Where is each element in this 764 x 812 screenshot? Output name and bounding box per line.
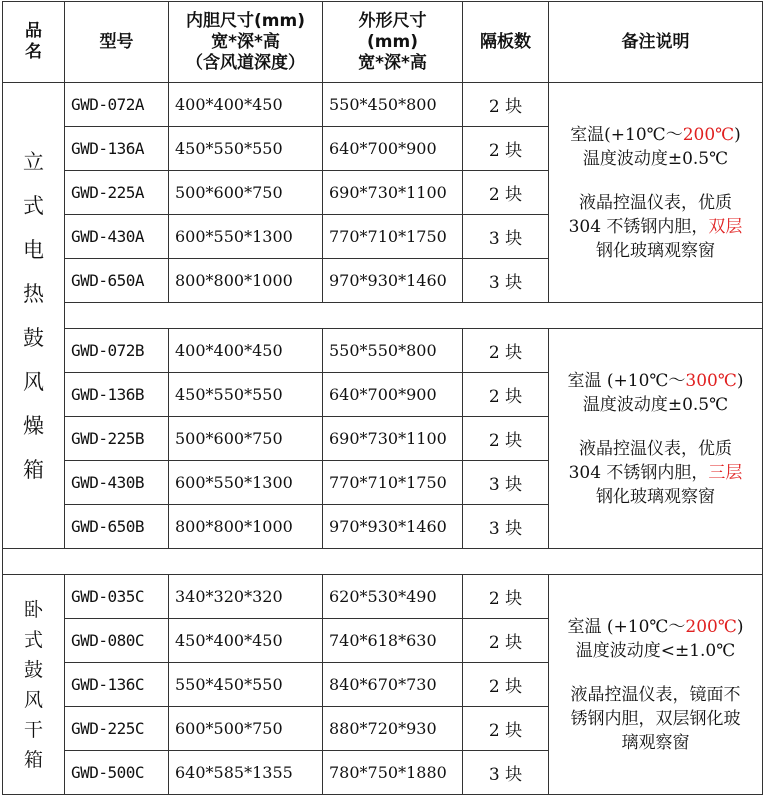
cell-inner: 800*800*1000 (169, 259, 323, 303)
cell-model: GWD-650A (65, 259, 169, 303)
product-spec-table (2, 1, 763, 795)
cell-inner: 450*550*550 (169, 127, 323, 171)
cell-inner: 450*550*550 (169, 373, 323, 417)
cell-model: GWD-072A (65, 83, 169, 127)
cell-outer: 640*700*900 (323, 373, 463, 417)
separator-cell (3, 549, 763, 575)
cell-model: GWD-136A (65, 127, 169, 171)
cell-model: GWD-136C (65, 663, 169, 707)
cell-shelves: 2 块 (463, 373, 549, 417)
cell-model: GWD-035C (65, 575, 169, 619)
cell-outer: 880*720*930 (323, 707, 463, 751)
cell-shelves: 2 块 (463, 171, 549, 215)
header-outer-size: 外形尺寸 (mm) 宽*深*高 (323, 2, 463, 83)
cell-shelves: 2 块 (463, 575, 549, 619)
cell-outer: 740*618*630 (323, 619, 463, 663)
cell-outer: 780*750*1880 (323, 751, 463, 795)
cell-inner: 550*450*550 (169, 663, 323, 707)
cell-inner: 500*600*750 (169, 417, 323, 461)
cell-shelves: 2 块 (463, 417, 549, 461)
notes-group-c: 室温 (+10℃～200℃) 温度波动度<±1.0℃ 液晶控温仪表，镜面不 锈钢内胆，双层钢化玻 璃观察窗 (549, 575, 763, 795)
cell-model: GWD-430B (65, 461, 169, 505)
table-row (3, 83, 763, 127)
cell-outer: 550*450*800 (323, 83, 463, 127)
cell-outer: 640*700*900 (323, 127, 463, 171)
cell-model: GWD-136B (65, 373, 169, 417)
header-row (3, 2, 763, 83)
category-horizontal-dryer: 卧 式 鼓 风 干 箱 (3, 575, 65, 795)
notes-group-a: 室温(+10℃～200℃) 温度波动度±0.5℃ 液晶控温仪表，优质 304 不锈钢内胆，双层 钢化玻璃观察窗 (549, 83, 763, 303)
cell-model: GWD-225C (65, 707, 169, 751)
cell-inner: 600*550*1300 (169, 461, 323, 505)
cell-inner: 500*600*750 (169, 171, 323, 215)
cell-model: GWD-080C (65, 619, 169, 663)
cell-model: GWD-650B (65, 505, 169, 549)
category-vertical-dryer: 立 式 电 热 鼓 风 燥 箱 (3, 83, 65, 549)
cell-model: GWD-225A (65, 171, 169, 215)
header-model: 型号 (65, 2, 169, 83)
cell-shelves: 2 块 (463, 619, 549, 663)
cell-model: GWD-500C (65, 751, 169, 795)
table-row (3, 329, 763, 373)
cell-outer: 840*670*730 (323, 663, 463, 707)
table-row (3, 575, 763, 619)
cell-inner: 400*400*450 (169, 329, 323, 373)
cell-inner: 800*800*1000 (169, 505, 323, 549)
separator-row (3, 303, 763, 329)
cell-outer: 970*930*1460 (323, 259, 463, 303)
cell-outer: 970*930*1460 (323, 505, 463, 549)
cell-outer: 770*710*1750 (323, 461, 463, 505)
cell-shelves: 2 块 (463, 83, 549, 127)
cell-inner: 600*500*750 (169, 707, 323, 751)
cell-shelves: 3 块 (463, 505, 549, 549)
cell-outer: 690*730*1100 (323, 171, 463, 215)
cell-outer: 620*530*490 (323, 575, 463, 619)
cell-model: GWD-430A (65, 215, 169, 259)
separator-row (3, 549, 763, 575)
cell-inner: 450*400*450 (169, 619, 323, 663)
cell-shelves: 3 块 (463, 461, 549, 505)
cell-shelves: 3 块 (463, 751, 549, 795)
cell-model: GWD-072B (65, 329, 169, 373)
header-shelves: 隔板数 (463, 2, 549, 83)
header-product-name: 品 名 (3, 2, 65, 83)
cell-inner: 400*400*450 (169, 83, 323, 127)
cell-model: GWD-225B (65, 417, 169, 461)
cell-shelves: 2 块 (463, 663, 549, 707)
separator-cell (65, 303, 763, 329)
cell-shelves: 2 块 (463, 127, 549, 171)
cell-inner: 600*550*1300 (169, 215, 323, 259)
cell-inner: 640*585*1355 (169, 751, 323, 795)
header-inner-size: 内胆尺寸(mm) 宽*深*高 （含风道深度） (169, 2, 323, 83)
cell-shelves: 3 块 (463, 259, 549, 303)
header-notes: 备注说明 (549, 2, 763, 83)
cell-shelves: 2 块 (463, 707, 549, 751)
cell-inner: 340*320*320 (169, 575, 323, 619)
cell-shelves: 2 块 (463, 329, 549, 373)
cell-shelves: 3 块 (463, 215, 549, 259)
cell-outer: 550*550*800 (323, 329, 463, 373)
cell-outer: 690*730*1100 (323, 417, 463, 461)
notes-group-b: 室温 (+10℃～300℃) 温度波动度±0.5℃ 液晶控温仪表，优质 304 不锈钢内胆，三层 钢化玻璃观察窗 (549, 329, 763, 549)
cell-outer: 770*710*1750 (323, 215, 463, 259)
